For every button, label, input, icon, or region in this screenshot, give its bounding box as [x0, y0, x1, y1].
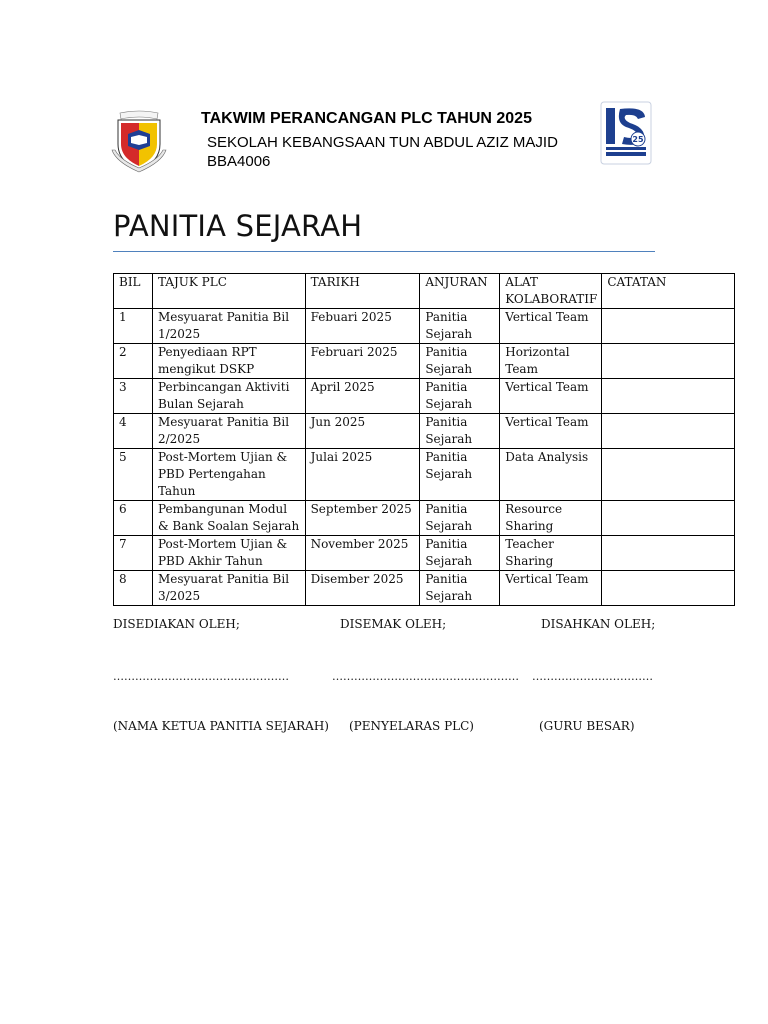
cell-catatan — [602, 414, 735, 449]
table-row — [114, 571, 735, 606]
reviewed-signature-line: …………………………………………… — [332, 670, 519, 683]
header-cell: ALAT KOLABORATIF — [500, 274, 602, 309]
cell-bil: 7 — [114, 536, 153, 571]
cell-tarikh: September 2025 — [305, 501, 420, 536]
cell-alat: Vertical Team — [500, 571, 602, 606]
title-underline — [113, 251, 655, 252]
header-cell: CATATAN — [602, 274, 735, 309]
approved-by-label: DISAHKAN OLEH; — [541, 617, 656, 631]
table-row — [114, 344, 735, 379]
cell-tajuk: Post-Mortem Ujian & PBD Akhir Tahun — [152, 536, 305, 571]
section-title: PANITIA SEJARAH — [113, 209, 363, 243]
prepared-signature-line: ………………………………………… — [113, 670, 289, 683]
cell-bil: 1 — [114, 309, 153, 344]
cell-alat: Resource Sharing — [500, 501, 602, 536]
school-crest-logo — [110, 110, 168, 174]
table-row — [114, 379, 735, 414]
cell-anjuran: Panitia Sejarah — [420, 501, 500, 536]
cell-tajuk: Mesyuarat Panitia Bil 2/2025 — [152, 414, 305, 449]
approved-role: (GURU BESAR) — [539, 719, 635, 733]
cell-tarikh: Disember 2025 — [305, 571, 420, 606]
table-row — [114, 309, 735, 344]
cell-catatan — [602, 449, 735, 501]
cell-anjuran: Panitia Sejarah — [420, 309, 500, 344]
cell-anjuran: Panitia Sejarah — [420, 379, 500, 414]
approved-signature-line: …………………………… — [532, 670, 653, 683]
cell-anjuran: Panitia Sejarah — [420, 449, 500, 501]
table-row — [114, 501, 735, 536]
school-name: SEKOLAH KEBANGSAAN TUN ABDUL AZIZ MAJID — [207, 134, 558, 151]
header-cell: ANJURAN — [420, 274, 500, 309]
cell-tajuk: Penyediaan RPT mengikut DSKP — [152, 344, 305, 379]
anniversary-logo — [600, 101, 652, 165]
cell-bil: 8 — [114, 571, 153, 606]
cell-catatan — [602, 344, 735, 379]
cell-catatan — [602, 379, 735, 414]
cell-alat: Data Analysis — [500, 449, 602, 501]
cell-tajuk: Post-Mortem Ujian & PBD Pertengahan Tahun — [152, 449, 305, 501]
cell-alat: Horizontal Team — [500, 344, 602, 379]
header-cell: TARIKH — [305, 274, 420, 309]
cell-tajuk: Perbincangan Aktiviti Bulan Sejarah — [152, 379, 305, 414]
reviewed-by-label: DISEMAK OLEH; — [340, 617, 447, 631]
cell-alat: Vertical Team — [500, 309, 602, 344]
cell-alat: Vertical Team — [500, 414, 602, 449]
cell-tajuk: Pembangunan Modul & Bank Soalan Sejarah — [152, 501, 305, 536]
cell-catatan — [602, 309, 735, 344]
document-title: TAKWIM PERANCANGAN PLC TAHUN 2025 — [201, 110, 532, 127]
prepared-role: (NAMA KETUA PANITIA SEJARAH) — [113, 719, 329, 733]
school-code: BBA4006 — [207, 153, 271, 170]
cell-alat: Teacher Sharing — [500, 536, 602, 571]
cell-catatan — [602, 536, 735, 571]
cell-tajuk: Mesyuarat Panitia Bil 1/2025 — [152, 309, 305, 344]
cell-tajuk: Mesyuarat Panitia Bil 3/2025 — [152, 571, 305, 606]
plc-schedule-table — [113, 273, 735, 606]
cell-tarikh: Jun 2025 — [305, 414, 420, 449]
cell-anjuran: Panitia Sejarah — [420, 414, 500, 449]
cell-catatan — [602, 501, 735, 536]
prepared-by-label: DISEDIAKAN OLEH; — [113, 617, 240, 631]
table-row — [114, 536, 735, 571]
header-cell: BIL — [114, 274, 153, 309]
cell-alat: Vertical Team — [500, 379, 602, 414]
cell-bil: 3 — [114, 379, 153, 414]
school-info — [207, 133, 587, 171]
cell-catatan — [602, 571, 735, 606]
logo-number: 25 — [632, 135, 644, 144]
cell-anjuran: Panitia Sejarah — [420, 536, 500, 571]
cell-tarikh: Februari 2025 — [305, 344, 420, 379]
cell-tarikh: Julai 2025 — [305, 449, 420, 501]
cell-bil: 6 — [114, 501, 153, 536]
cell-bil: 5 — [114, 449, 153, 501]
cell-tarikh: April 2025 — [305, 379, 420, 414]
table-row — [114, 414, 735, 449]
cell-bil: 4 — [114, 414, 153, 449]
reviewed-role: (PENYELARAS PLC) — [349, 719, 474, 733]
cell-tarikh: November 2025 — [305, 536, 420, 571]
table-row — [114, 449, 735, 501]
cell-anjuran: Panitia Sejarah — [420, 344, 500, 379]
header-cell: TAJUK PLC — [152, 274, 305, 309]
cell-bil: 2 — [114, 344, 153, 379]
table-header-row — [114, 274, 735, 309]
cell-tarikh: Febuari 2025 — [305, 309, 420, 344]
cell-anjuran: Panitia Sejarah — [420, 571, 500, 606]
